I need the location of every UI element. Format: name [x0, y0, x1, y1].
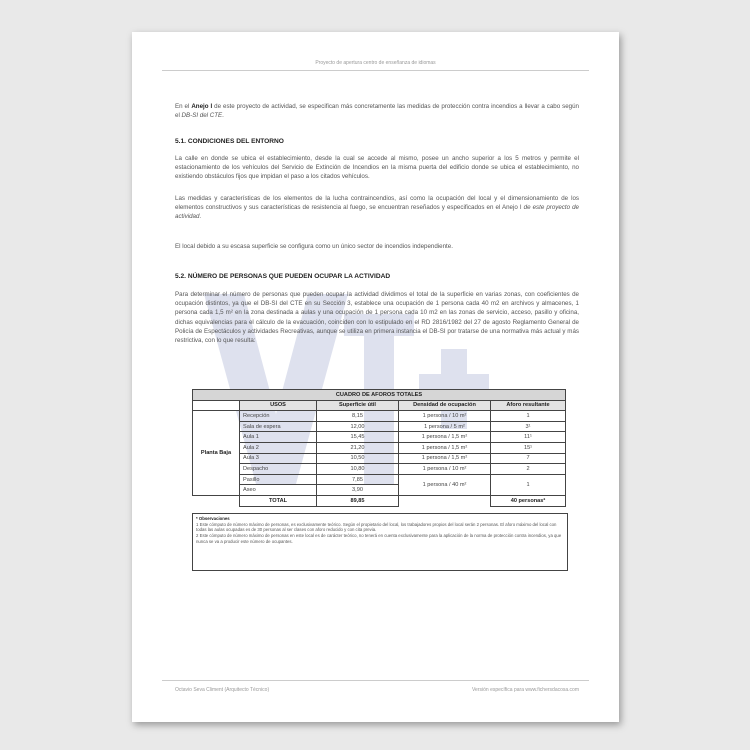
- total-aforo: 40 personas²: [491, 495, 566, 506]
- table-cell: Aseo: [240, 485, 317, 496]
- table-cell: 11¹: [491, 432, 566, 443]
- table-row: [193, 453, 566, 464]
- section-title-entorno: 5.1. CONDICIONES DEL ENTORNO: [175, 138, 284, 145]
- table-cell: 10,80: [317, 464, 399, 475]
- col-header-superficie: Superficie útil: [317, 400, 399, 411]
- table-cell: 3,90: [317, 485, 399, 496]
- footer-divider: [162, 680, 589, 681]
- table-cell: 3¹: [491, 421, 566, 432]
- table-cell: 12,00: [317, 421, 399, 432]
- table-cell: 15¹: [491, 442, 566, 453]
- table-row: [193, 411, 566, 422]
- col-header-densidad: Densidad de ocupación: [399, 400, 491, 411]
- table-cell: 1 persona / 10 m²: [399, 464, 491, 475]
- table-cell: Sala de espera: [240, 421, 317, 432]
- document-page: [132, 32, 619, 722]
- table-cell: 21,20: [317, 442, 399, 453]
- table-cell: 1: [491, 411, 566, 422]
- table-cell: 8,15: [317, 411, 399, 422]
- col-header-usos: USOS: [240, 400, 317, 411]
- table-cell: 1 persona / 10 m²: [399, 411, 491, 422]
- table-cell: 2: [491, 464, 566, 475]
- table-cell: 15,45: [317, 432, 399, 443]
- table-cell: 10,50: [317, 453, 399, 464]
- table-total-row: [193, 495, 566, 506]
- table-header-row: [193, 400, 566, 411]
- table-cell: Aula 3: [240, 453, 317, 464]
- table-cell: Despacho: [240, 464, 317, 475]
- table-cell: 7,85: [317, 474, 399, 485]
- col-header-aforo: Aforo resultante: [491, 400, 566, 411]
- table-row: [193, 474, 566, 485]
- table-row: [193, 432, 566, 443]
- table-cell: Aula 2: [240, 442, 317, 453]
- table-cell: 1 persona / 1,5 m²: [399, 442, 491, 453]
- section-title-personas: 5.2. NÚMERO DE PERSONAS QUE PUEDEN OCUPAR LA ACTIVIDAD: [175, 273, 391, 280]
- page-header: Proyecto de apertura centro de enseñanza de idiomas: [315, 60, 436, 66]
- table-cell: 7: [491, 453, 566, 464]
- table-row: [193, 421, 566, 432]
- table-cell: 1 persona / 5 m²: [399, 421, 491, 432]
- observacion-1: 1 Este cómputo de número máximo de personas, es exclusivamente teórico. Según el propietario del local, los trabajadores propios del local serán 2 personas. El aforo máximo del local con todas las aulas ocupadas es de 30 personas al ser clases con aforo reducido y con cita previa.: [196, 521, 557, 533]
- table-cell: 1 persona / 1,5 m²: [399, 432, 491, 443]
- observaciones-box: [192, 513, 568, 571]
- table-cell: 1: [491, 474, 566, 495]
- table-title: CUADRO DE AFOROS TOTALES: [193, 390, 566, 401]
- table-cell: 1 persona / 40 m²: [399, 474, 491, 495]
- total-superficie: 89,85: [317, 495, 399, 506]
- entorno-paragraph-1: La calle en donde se ubica el establecimiento, desde la cual se accede al mismo, posee un ancho superior a los 5 metros y permite el estacionamiento de los vehículos del Servicio de Extinción de Incendios en la misma puerta del edificio donde se ubica el establecimiento, no existiendo obstáculos fijos que impidan el paso a los citados vehículos.: [175, 155, 579, 181]
- table-cell: Aula 1: [240, 432, 317, 443]
- entorno-paragraph-2: Las medidas y características de los elementos de la lucha contraincendios, así como la ocupación del local y el dimensionamiento de los elementos constructivos y sus características de resistencia al fuego, se encuentran reseñados y especificados en el Anejo I de este proyecto de actividad.: [175, 195, 580, 221]
- table-cell: Recepción: [240, 411, 317, 422]
- header-divider: [162, 70, 589, 71]
- footer-author: Octavio Seva Climent (Arquitecto Técnico): [175, 687, 270, 693]
- footer-version: Versión específica para www.fichersdacosa.com: [472, 687, 579, 693]
- intro-paragraph: En el Anejo I de este proyecto de actividad, se especifican más concretamente las medidas de protección contra incendios a llevar a cabo según el DB-SI del CTE.: [175, 103, 579, 120]
- entorno-paragraph-3: El local debido a su escasa superficie se configura como un único sector de incendios independiente.: [175, 243, 453, 250]
- observacion-2: 2 Este cómputo de número máximo de personas en este local es de carácter teórico, no tenerá en cuenta exclusivamente para la aplicación de la norma de protección contra incendios, ya que nunca se va a producir este número de ocupantes.: [196, 533, 562, 544]
- table-cell: 1 persona / 1,5 m²: [399, 453, 491, 464]
- personas-paragraph: Para determinar el número de personas que pueden ocupar la actividad dividimos el total de la superficie en varias zonas, con coeficientes de ocupación distintos, ya que el DB-SI del CTE en su Sección 3, establece una ocupación de 1 persona cada 40 m2 en archivos y almacenes, 1 persona cada 1,5 m² en la zona destinada a aulas y una ocupación de 1 persona cada 10 m2 en las zonas de servicio, acceso, pasillo y oficina, dichas equivalencias para el cálculo de la evacuación, coinciden con lo estipulado en el RD 2816/1982 del 27 de agosto Reglamento General de Policía de Espectáculos y actividades Recreativas, aunque se utiliza en primera instancia el DB-SI por tratarse de una normativa más actual y más restrictiva, con lo que resulta:: [175, 291, 579, 345]
- observaciones-title: * Observaciones: [196, 516, 230, 521]
- planta-label: Planta Baja: [193, 411, 240, 496]
- table-row: [193, 464, 566, 475]
- table-title-row: [193, 390, 566, 401]
- aforos-table: [192, 389, 566, 507]
- table-cell: Pasillo: [240, 474, 317, 485]
- table-row: [193, 442, 566, 453]
- total-label: TOTAL: [240, 495, 317, 506]
